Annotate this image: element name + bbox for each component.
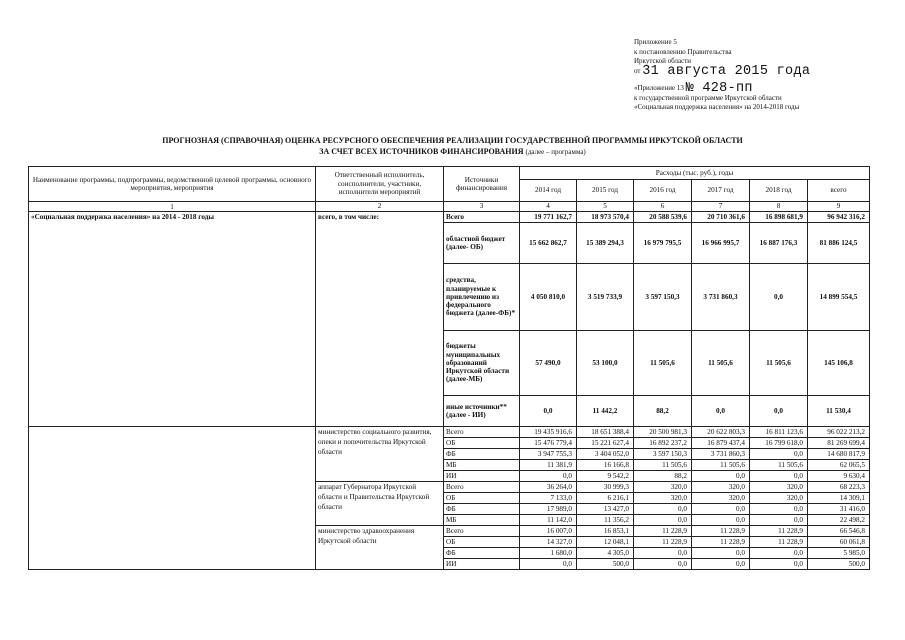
date-value: 31 августа 2015 года <box>642 63 811 79</box>
value-cell: 0,0 <box>520 471 577 482</box>
header-year: 2016 год <box>634 180 692 202</box>
value-cell: 11 228,9 <box>634 526 692 537</box>
value-cell: 19 435 916,6 <box>520 427 577 438</box>
value-cell: 15 476 779,4 <box>520 438 577 449</box>
value-cell: 16 811 123,6 <box>750 427 808 438</box>
value-cell: 12 048,1 <box>577 537 634 548</box>
executor-cell: министерство социального развития, опеки и попечительства Иркутской области <box>316 427 444 482</box>
value-cell: 3 731 860,3 <box>692 449 750 460</box>
value-cell: 0,0 <box>692 559 750 570</box>
annex-line: Иркутской области <box>634 57 692 65</box>
value-cell: 3 947 755,3 <box>520 449 577 460</box>
value-cell: 62 065,5 <box>808 460 870 471</box>
source-cell: областной бюджет (далее- ОБ) <box>444 223 520 264</box>
annex-line: «Социальная поддержка населения» на 2014-2018 годы <box>634 103 800 111</box>
value-cell: 16 966 995,7 <box>692 223 750 264</box>
value-cell: 11 442,2 <box>577 396 634 427</box>
program-name: «Социальная поддержка населения» на 2014 - 2018 годы <box>29 212 316 427</box>
value-cell: 11 530,4 <box>808 396 870 427</box>
resource-table <box>28 166 870 570</box>
source-cell: иные источники** (далее - ИИ) <box>444 396 520 427</box>
value-cell: 18 973 570,4 <box>577 212 634 223</box>
value-cell: 0,0 <box>750 559 808 570</box>
value-cell: 19 771 162,7 <box>520 212 577 223</box>
header-year: 2015 год <box>577 180 634 202</box>
header-source: Источники финансирования <box>444 167 520 202</box>
value-cell: 0,0 <box>634 548 692 559</box>
value-cell: 11 505,6 <box>692 331 750 396</box>
table-row <box>29 427 870 438</box>
value-cell: 88,2 <box>634 396 692 427</box>
value-cell: 0,0 <box>750 264 808 331</box>
source-cell: ОБ <box>444 438 520 449</box>
value-cell: 0,0 <box>750 515 808 526</box>
value-cell: 11 228,9 <box>750 537 808 548</box>
value-cell: 13 427,0 <box>577 504 634 515</box>
value-cell: 0,0 <box>520 396 577 427</box>
document-title: ПРОГНОЗНАЯ (СПРАВОЧНАЯ) ОЦЕНКА РЕСУРСНОГО ОБЕСПЕЧЕНИЯ РЕАЛИЗАЦИИ ГОСУДАРСТВЕННОЙ ПРОГРАММЫ ИРКУТСКОЙ ОБЛАСТИ ЗА СЧЕТ ВСЕХ ИСТОЧНИКОВ ФИНАНСИРОВАНИЯ (далее – программа) <box>162 136 743 156</box>
value-cell: 20 500 981,3 <box>634 427 692 438</box>
value-cell: 15 389 294,3 <box>577 223 634 264</box>
value-cell: 0,0 <box>634 504 692 515</box>
value-cell: 11 356,2 <box>577 515 634 526</box>
value-cell: 30 999,3 <box>577 482 634 493</box>
value-cell: 1 680,0 <box>520 548 577 559</box>
value-cell: 11 228,9 <box>750 526 808 537</box>
source-cell: МБ <box>444 515 520 526</box>
value-cell: 11 505,6 <box>634 331 692 396</box>
value-cell: 16 887 176,3 <box>750 223 808 264</box>
source-cell: ИИ <box>444 559 520 570</box>
value-cell: 4 050 810,0 <box>520 264 577 331</box>
col-number: 7 <box>692 202 750 212</box>
value-cell: 17 989,0 <box>520 504 577 515</box>
value-cell: 16 892 237,2 <box>634 438 692 449</box>
value-cell: 14 899 554,5 <box>808 264 870 331</box>
col-number: 8 <box>750 202 808 212</box>
value-cell: 3 731 860,3 <box>692 264 750 331</box>
value-cell: 4 305,0 <box>577 548 634 559</box>
value-cell: 11 505,6 <box>692 460 750 471</box>
value-cell: 0,0 <box>520 559 577 570</box>
value-cell: 66 546,8 <box>808 526 870 537</box>
table-row <box>29 212 870 223</box>
value-cell: 320,0 <box>692 493 750 504</box>
value-cell: 57 490,0 <box>520 331 577 396</box>
value-cell: 68 223,3 <box>808 482 870 493</box>
source-cell: ФБ <box>444 504 520 515</box>
value-cell: 3 597 150,3 <box>634 264 692 331</box>
value-cell: 81 269 699,4 <box>808 438 870 449</box>
value-cell: 53 100,0 <box>577 331 634 396</box>
source-cell: средства, планируемые к привлечению из федерального бюджета (далее-ФБ)* <box>444 264 520 331</box>
header-total: всего <box>808 180 870 202</box>
annex-line: Приложение 5 <box>634 38 677 46</box>
col-number: 2 <box>316 202 444 212</box>
col-number: 9 <box>808 202 870 212</box>
value-cell: 20 622 803,3 <box>692 427 750 438</box>
value-cell: 0,0 <box>750 396 808 427</box>
col-number: 4 <box>520 202 577 212</box>
value-cell: 145 106,8 <box>808 331 870 396</box>
value-cell: 320,0 <box>750 482 808 493</box>
header-year: 2014 год <box>520 180 577 202</box>
value-cell: 15 221 627,4 <box>577 438 634 449</box>
value-cell: 31 416,0 <box>808 504 870 515</box>
value-cell: 16 853,1 <box>577 526 634 537</box>
value-cell: 320,0 <box>634 493 692 504</box>
value-cell: 7 133,0 <box>520 493 577 504</box>
value-cell: 14 327,0 <box>520 537 577 548</box>
value-cell: 11 228,9 <box>692 537 750 548</box>
value-cell: 0,0 <box>692 504 750 515</box>
header-year: 2017 год <box>692 180 750 202</box>
value-cell: 20 588 539,6 <box>634 212 692 223</box>
value-cell: 96 942 316,2 <box>808 212 870 223</box>
program-name-continued <box>29 427 316 570</box>
value-cell: 0,0 <box>692 515 750 526</box>
header-name: Наименование программы, подпрограммы, ведомственной целевой программы, основного мероприятия, мероприятия <box>29 167 316 202</box>
col-number: 6 <box>634 202 692 212</box>
source-cell: ФБ <box>444 449 520 460</box>
resolution-date: от 31 августа 2015 года <box>634 63 811 79</box>
value-cell: 96 022 213,2 <box>808 427 870 438</box>
header-expenses: Расходы (тыс. руб.), годы <box>520 167 870 180</box>
value-cell: 0,0 <box>750 449 808 460</box>
value-cell: 0,0 <box>750 471 808 482</box>
source-cell: Всего <box>444 526 520 537</box>
source-cell: Всего <box>444 212 520 223</box>
source-cell: бюджеты муниципальных образований Иркутской области (далее-МБ) <box>444 331 520 396</box>
value-cell: 11 505,6 <box>750 331 808 396</box>
resolution-number: № 428-пп <box>685 81 753 96</box>
value-cell: 9 542,2 <box>577 471 634 482</box>
annex-header <box>634 38 810 113</box>
executor-cell: аппарат Губернатора Иркутской области и Правительства Иркутской области <box>316 482 444 526</box>
col-number: 5 <box>577 202 634 212</box>
header-exec: Ответственный исполнитель, соисполнители, участники, исполнители мероприятий <box>316 167 444 202</box>
value-cell: 16 879 437,4 <box>692 438 750 449</box>
header-year: 2018 год <box>750 180 808 202</box>
program-exec: всего, в том числе: <box>316 212 444 427</box>
value-cell: 11 381,9 <box>520 460 577 471</box>
value-cell: 16 007,0 <box>520 526 577 537</box>
value-cell: 81 886 124,5 <box>808 223 870 264</box>
executor-cell: министерство здравоохранения Иркутской области <box>316 526 444 570</box>
value-cell: 3 519 733,9 <box>577 264 634 331</box>
value-cell: 60 061,8 <box>808 537 870 548</box>
appendix-number: «Приложение 13 № 428-пп <box>634 81 753 96</box>
value-cell: 0,0 <box>750 548 808 559</box>
value-cell: 3 597 150,3 <box>634 449 692 460</box>
value-cell: 6 216,1 <box>577 493 634 504</box>
value-cell: 3 404 052,0 <box>577 449 634 460</box>
value-cell: 0,0 <box>692 548 750 559</box>
value-cell: 0,0 <box>750 504 808 515</box>
value-cell: 22 498,2 <box>808 515 870 526</box>
annex-line: к постановлению Правительства <box>634 47 732 56</box>
value-cell: 500,0 <box>577 559 634 570</box>
value-cell: 320,0 <box>692 482 750 493</box>
value-cell: 15 662 862,7 <box>520 223 577 264</box>
col-number: 3 <box>444 202 520 212</box>
col-number: 1 <box>29 202 316 212</box>
source-cell: ОБ <box>444 493 520 504</box>
value-cell: 20 710 361,6 <box>692 212 750 223</box>
value-cell: 500,0 <box>808 559 870 570</box>
value-cell: 14 680 817,9 <box>808 449 870 460</box>
value-cell: 88,2 <box>634 471 692 482</box>
value-cell: 11 228,9 <box>692 526 750 537</box>
source-cell: Всего <box>444 427 520 438</box>
source-cell: ОБ <box>444 537 520 548</box>
source-cell: Всего <box>444 482 520 493</box>
value-cell: 320,0 <box>634 482 692 493</box>
value-cell: 11 505,6 <box>634 460 692 471</box>
value-cell: 16 166,8 <box>577 460 634 471</box>
value-cell: 320,0 <box>750 493 808 504</box>
value-cell: 14 309,1 <box>808 493 870 504</box>
source-cell: ФБ <box>444 548 520 559</box>
annex-line: к государственной программе Иркутской области <box>634 93 782 102</box>
value-cell: 0,0 <box>692 396 750 427</box>
value-cell: 16 979 795,5 <box>634 223 692 264</box>
value-cell: 0,0 <box>692 471 750 482</box>
value-cell: 9 630,4 <box>808 471 870 482</box>
value-cell: 0,0 <box>634 515 692 526</box>
value-cell: 36 264,0 <box>520 482 577 493</box>
value-cell: 16 898 681,9 <box>750 212 808 223</box>
source-cell: МБ <box>444 460 520 471</box>
value-cell: 18 651 388,4 <box>577 427 634 438</box>
value-cell: 11 142,0 <box>520 515 577 526</box>
value-cell: 5 985,0 <box>808 548 870 559</box>
value-cell: 11 228,9 <box>634 537 692 548</box>
value-cell: 16 799 618,0 <box>750 438 808 449</box>
value-cell: 11 505,6 <box>750 460 808 471</box>
source-cell: ИИ <box>444 471 520 482</box>
value-cell: 0,0 <box>634 559 692 570</box>
